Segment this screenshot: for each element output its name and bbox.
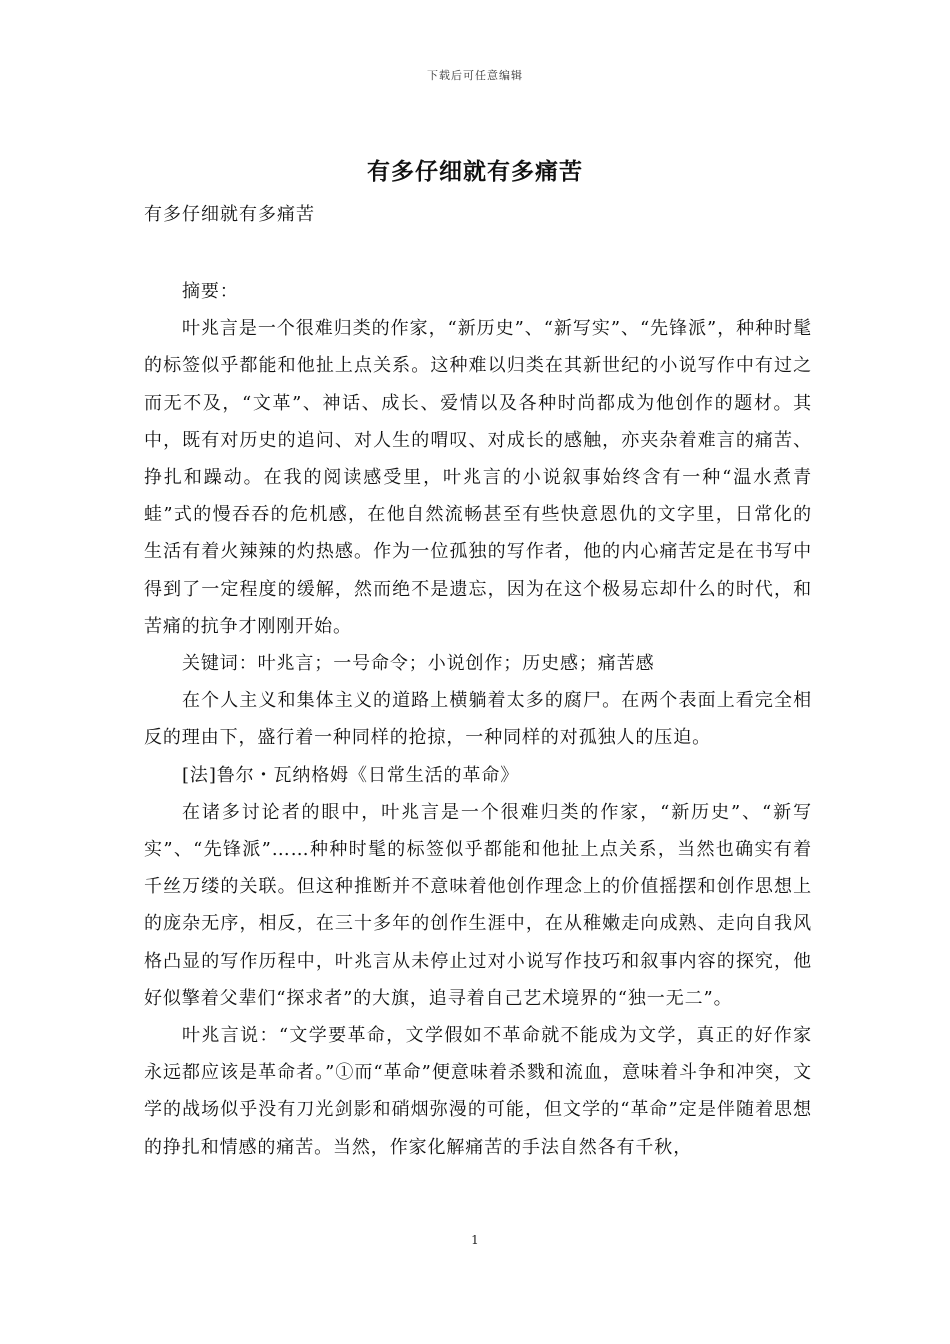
body-paragraph: 叶兆言说：“文学要革命，文学假如不革命就不能成为文学，真正的好作家永远都应该是革命者。”①而“革命”便意味着杀戮和流血，意味着斗争和冲突，文学的战场似乎没有刀光剑影和硝烟弥漫的可能，但文学的“革命”定是伴随着思想的挣扎和情感的痛苦。当然，作家化解痛苦的手法自然各有千秋， [144, 1025, 812, 1158]
page-number: 1 [471, 1233, 479, 1247]
header-note: 下载后可任意编辑 [427, 69, 523, 82]
document-subtitle: 有多仔细就有多痛苦 [144, 204, 315, 225]
abstract-label: 摘要： [182, 281, 239, 302]
abstract-paragraph: 叶兆言是一个很难归类的作家，“新历史”、“新写实”、“先锋派”，种种时髦的标签似乎都能和他扯上点关系。这种难以归类在其新世纪的小说写作中有过之而无不及，“文革”、神话、成长、爱情以及各种时尚都成为他创作的题材。其中，既有对历史的追问、对人生的喟叹、对成长的感触，亦夹杂着难言的痛苦、挣扎和躁动。在我的阅读感受里，叶兆言的小说叙事始终含有一种“温水煮青蛙”式的慢吞吞的危机感，在他自然流畅甚至有些快意恩仇的文字里，日常化的生活有着火辣辣的灼热感。作为一位孤独的写作者，他的内心痛苦定是在书写中得到了一定程度的缓解，然而绝不是遗忘，因为在这个极易忘却什么的时代，和苦痛的抗争才刚刚开始。 [144, 318, 812, 637]
document-title: 有多仔细就有多痛苦 [367, 158, 583, 185]
body-paragraph: 在诸多讨论者的眼中，叶兆言是一个很难归类的作家，“新历史”、“新写实”、“先锋派”……种种时髦的标签似乎都能和他扯上点关系，当然也确实有着千丝万缕的关联。但这种推断并不意味着他创作理念上的价值摇摆和创作思想上的庞杂无序，相反，在三十多年的创作生涯中，在从稚嫩走向成熟、走向自我风格凸显的写作历程中，叶兆言从未停止过对小说写作技巧和叙事内容的探究，他好似擎着父辈们“探求者”的大旗，追寻着自己艺术境界的“独一无二”。 [144, 801, 812, 1009]
document-body [144, 273, 812, 1166]
keywords-paragraph: 关键词：叶兆言；一号命令；小说创作；历史感；痛苦感 [182, 653, 655, 675]
epigraph-source: [法]鲁尔・瓦纳格姆《日常生活的革命》 [182, 764, 520, 786]
epigraph-paragraph: 在个人主义和集体主义的道路上横躺着太多的腐尸。在两个表面上看完全相反的理由下，盛行着一种同样的抢掠，一种同样的对孤独人的压迫。 [144, 690, 812, 749]
